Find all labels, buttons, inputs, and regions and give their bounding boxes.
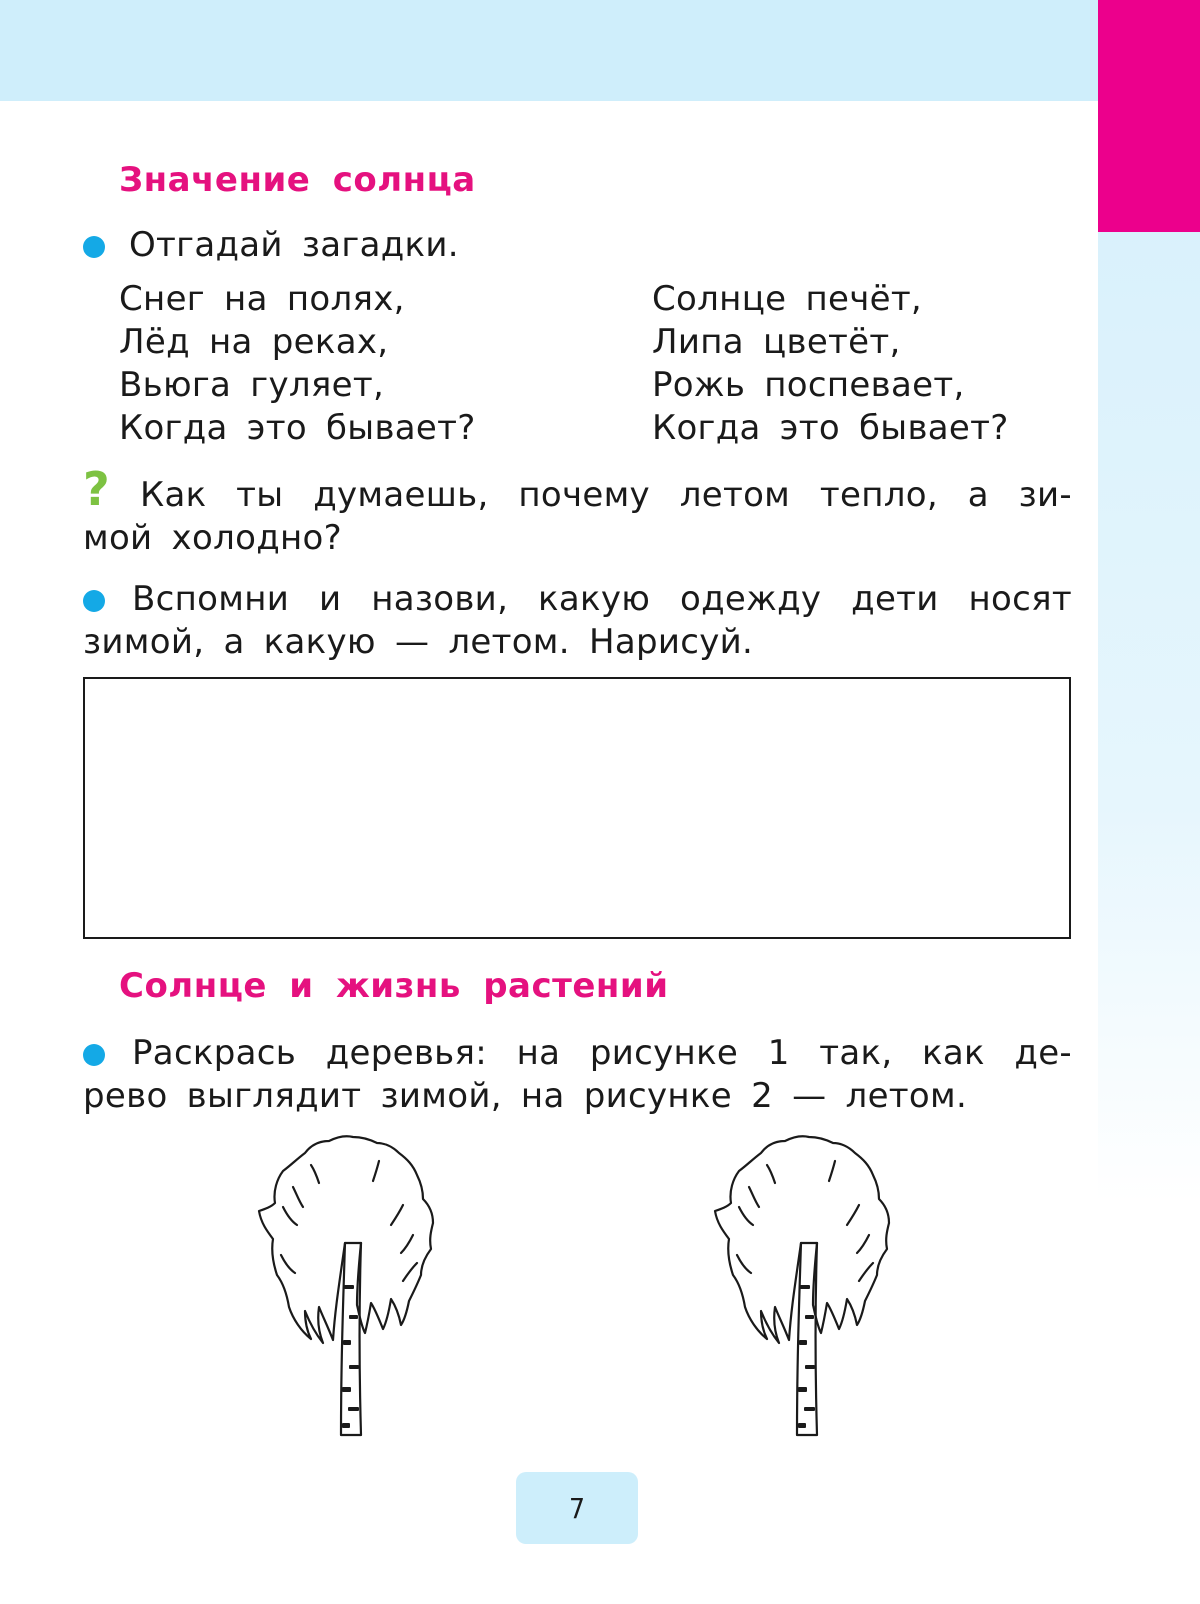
drawing-area[interactable] (83, 677, 1071, 939)
question-line-2: мой холодно? (83, 518, 342, 558)
riddle-line: Липа цветёт, (652, 322, 901, 362)
top-color-band (0, 0, 1098, 101)
riddle-line: Когда это бывает? (652, 408, 1009, 448)
riddle-line: Рожь поспевает, (652, 365, 965, 405)
side-color-strip (1098, 0, 1200, 1604)
tree-1-birch-icon[interactable] (253, 1135, 443, 1440)
chapter-tab (1098, 0, 1200, 232)
bullet-icon (83, 236, 105, 258)
riddle-line: Солнце печёт, (652, 279, 923, 319)
section-title-sun-meaning: Значение солнца (119, 160, 476, 200)
task-clothes-line-2: зимой, а какую — летом. Нарисуй. (83, 622, 754, 662)
page-number: 7 (568, 1491, 586, 1525)
page-number-badge (516, 1472, 638, 1544)
riddle-winter (119, 278, 476, 450)
question-mark-icon: ? (83, 462, 110, 516)
task-color-trees-line-2: рево выглядит зимой, на рисунке 2 — летом. (83, 1076, 968, 1116)
section-title-sun-and-plants: Солнце и жизнь растений (119, 966, 669, 1006)
tree-2-birch-icon[interactable] (709, 1135, 899, 1440)
question-line-1: Как ты думаешь, почему летом тепло, а зи- (140, 475, 1072, 515)
task-guess-riddles: Отгадай загадки. (129, 225, 459, 265)
bullet-icon (83, 590, 105, 612)
riddle-line: Лёд на реках, (119, 322, 389, 362)
riddle-line: Снег на полях, (119, 279, 405, 319)
riddle-line: Когда это бывает? (119, 408, 476, 448)
riddle-line: Вьюга гуляет, (119, 365, 385, 405)
bullet-icon (83, 1044, 105, 1066)
riddle-summer (652, 278, 1009, 450)
task-color-trees-line-1: Раскрась деревья: на рисунке 1 так, как де- (132, 1033, 1072, 1073)
task-clothes-line-1: Вспомни и назови, какую одежду дети носят (132, 579, 1072, 619)
